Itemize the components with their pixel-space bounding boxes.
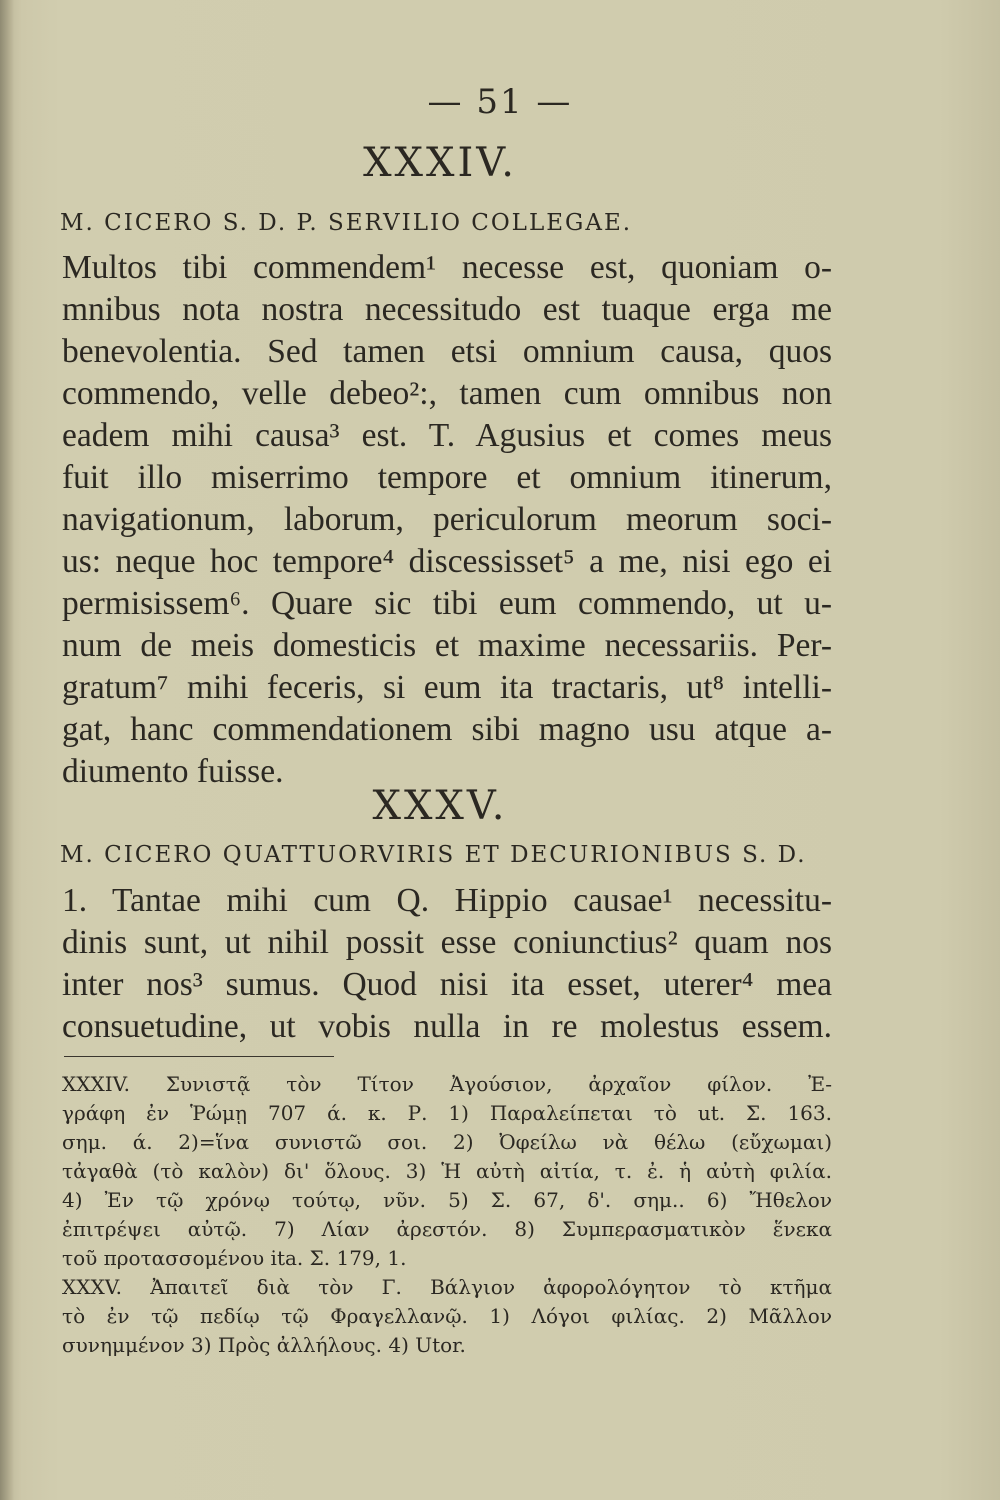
text-line: commendo, velle debeo²:, tamen cum omnibus non: [62, 375, 832, 412]
text-line: gat, hanc commendationem sibi magno usu atque a-: [62, 711, 832, 748]
footnote-line: σημ. ά. 2)=ἵνα συνιστῶ σοι. 2) Ὀφείλω νὰ θέλω (εὔχωμαι): [62, 1130, 832, 1154]
letter-numeral: XXXV.: [372, 783, 508, 829]
text-line: mnibus nota nostra necessitudo est tuaque erga me: [62, 291, 832, 328]
text-line: navigationum, laborum, periculorum meorum soci-: [62, 501, 832, 538]
page-binding-edge: [0, 0, 14, 1500]
text-line: benevolentia. Sed tamen etsi omnium causa, quos: [62, 333, 832, 370]
text-line: 1. Tantae mihi cum Q. Hippio causae¹ necessitu-: [62, 882, 832, 919]
footnote-line: XXXV. Ἀπαιτεῖ διὰ τὸν Γ. Βάλγιον ἀφορολόγητον τὸ κτῆμα: [62, 1275, 832, 1299]
letter-numeral: XXXIV.: [363, 140, 517, 186]
footnote-line: τἀγαθὰ (τὸ καλὸν) δι' ὅλους. 3) Ἡ αὐτὴ αἰτία, τ. ἐ. ἡ αὐτὴ φιλία.: [62, 1159, 832, 1183]
text-line: consuetudine, ut vobis nulla in re molestus essem.: [62, 1008, 832, 1045]
footnote-divider: [64, 1056, 334, 1057]
text-line: inter nos³ sumus. Quod nisi ita esset, uterer⁴ mea: [62, 966, 832, 1003]
footnote-line: 4) Ἐν τῷ χρόνῳ τούτῳ, νῦν. 5) Σ. 67, δ'. σημ.. 6) Ἤθελον: [62, 1188, 832, 1212]
footnote-line: συνημμένον 3) Πρὸς ἀλλήλους. 4) Utor.: [62, 1333, 466, 1357]
text-line: fuit illo miserrimo tempore et omnium itinerum,: [62, 459, 832, 496]
footnote-line: ἐπιτρέψει αὐτῷ. 7) Λίαν ἀρεστόν. 8) Συμπερασματικὸν ἕνεκα: [62, 1217, 832, 1241]
footnote-line: γράφη ἐν Ῥώμῃ 707 ά. κ. Ρ. 1) Παραλείπεται τὸ ut. Σ. 163.: [62, 1101, 832, 1125]
footnotes: [62, 1070, 832, 1360]
footnote-line: τοῦ προτασσομένου ita. Σ. 179, 1.: [62, 1246, 407, 1270]
text-line: gratum⁷ mihi feceris, si eum ita tractaris, ut⁸ intelli-: [62, 669, 832, 706]
letter-heading: M. CICERO QUATTUORVIRIS ET DECURIONIBUS S. D.: [60, 842, 807, 868]
text-line: eadem mihi causa³ est. T. Agusius et comes meus: [62, 417, 832, 454]
text-line: diumento fuisse.: [62, 753, 284, 790]
letter-heading: M. CICERO S. D. P. SERVILIO COLLEGAE.: [60, 210, 633, 236]
text-line: num de meis domesticis et maxime necessariis. Per-: [62, 627, 832, 664]
footnote-line: τὸ ἐν τῷ πεδίῳ τῷ Φραγελλανῷ. 1) Λόγοι φιλίας. 2) Μᾶλλον: [62, 1304, 832, 1328]
text-line: dinis sunt, ut nihil possit esse coniunctius² quam nos: [62, 924, 832, 961]
letter-body: [62, 247, 832, 793]
text-line: permisissem⁶. Quare sic tibi eum commendo, ut u-: [62, 585, 832, 622]
letter-body: [62, 880, 832, 1048]
text-line: Multos tibi commendem¹ necesse est, quoniam o-: [62, 249, 832, 286]
footnote-line: XXXIV. Συνιστᾷ τὸν Τίτον Ἀγούσιον, ἀρχαῖον φίλον. Ἐ-: [62, 1072, 832, 1096]
text-line: us: neque hoc tempore⁴ discessisset⁵ a me, nisi ego ei: [62, 543, 832, 580]
page-number: — 51 —: [427, 82, 573, 122]
